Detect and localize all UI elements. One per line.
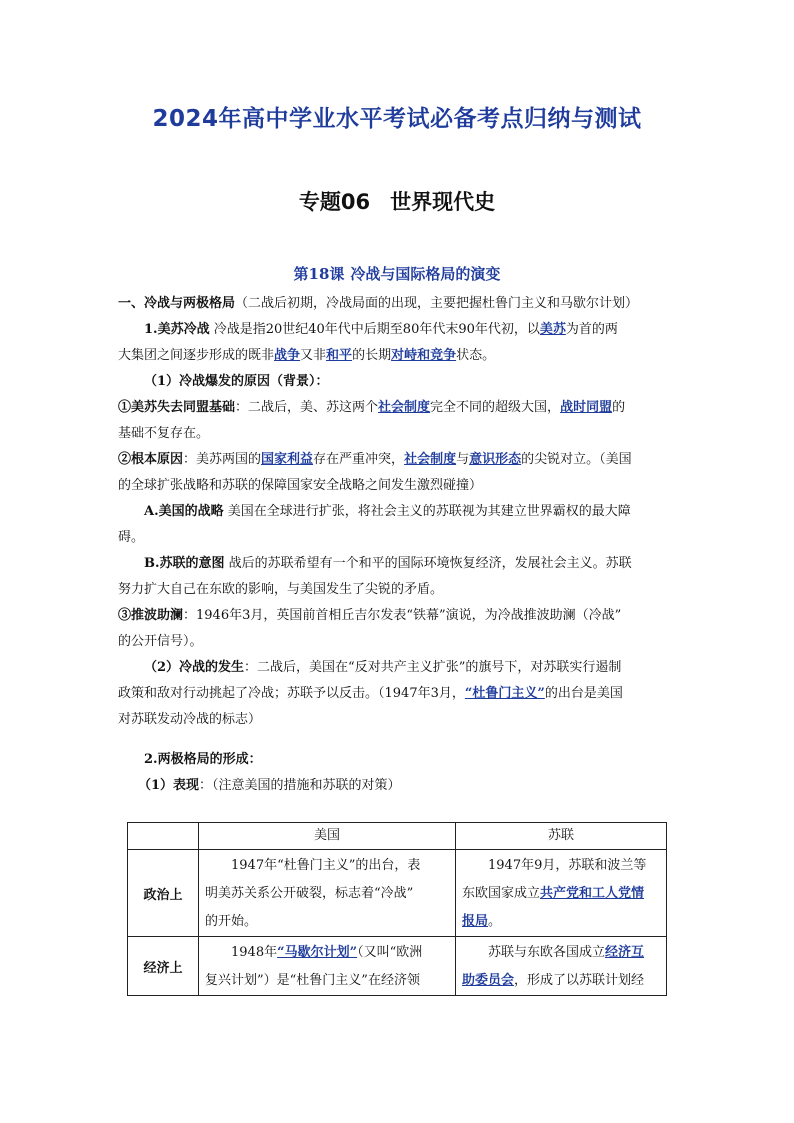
keyword: 战争 [274,348,301,363]
paragraph-line: ②根本原因：美苏两国的国家利益存在严重冲突，社会制度与意识形态的尖锐对立。（美国 [118,452,632,467]
document-title: 2024年高中学业水平考试必备考点归纳与测试 [152,106,642,132]
topic-name: 世界现代史 [390,190,496,214]
keyword: 对峙和竞争 [391,348,457,363]
keyword: 美苏 [539,322,566,337]
paragraph-line: 碍。 [118,530,145,545]
keyword: 经济互 [605,945,645,960]
cell-us-economic: 1948年“马歇尔计划”（又叫“欧洲 复兴计划”）是“杜鲁门主义”在经济领 [199,937,456,996]
paragraph-line: 对苏联发动冷战的标志） [118,712,262,727]
comparison-table [127,822,667,996]
cell-us-political: 1947年“杜鲁门主义”的出台，表 明美苏关系公开破裂，标志着“冷战” 的开始。 [199,850,456,937]
subheading-bipolar: 2.两极格局的形成： [144,752,262,767]
paragraph-line: A.美国的战略 美国在全球进行扩张，将社会主义的苏联视为其建立世界霸权的最大障 [144,504,631,519]
keyword: 国家利益 [261,452,314,467]
keyword: 社会制度 [378,400,431,415]
row-header-political: 政治上 [128,850,199,937]
lesson-number: 第18课 [293,265,345,283]
cell-su-economic: 苏联与东欧各国成立经济互 助委员会，形成了以苏联计划经 [456,937,667,996]
paragraph-line: 基础不复存在。 [118,426,210,441]
keyword: 助委员会 [462,973,515,988]
paragraph-line: 的全球扩张战略和苏联的保障国家安全战略之间发生激烈碰撞） [118,478,483,493]
column-header-us: 美国 [199,823,456,850]
paragraph-line: 1.美苏冷战 冷战是指20世纪40年代中后期至80年代末90年代初，以美苏为首的两 [144,322,618,337]
subheading-cause: （1）冷战爆发的原因（背景）： [144,374,329,389]
topic-number: 专题06 [298,190,371,214]
paragraph-line: ①美苏失去同盟基础：二战后，美、苏这两个社会制度完全不同的超级大国，战时同盟的 [118,400,626,415]
paragraph-line: 的公开信号）。 [118,634,203,649]
keyword: 战时同盟 [560,400,613,415]
paragraph-line: 政策和敌对行动挑起了冷战；苏联予以反击。（1947年3月，“杜鲁门主义”的出台是美国 [118,686,623,701]
section-heading: 一、冷战与两极格局（二战后初期，冷战局面的出现，主要把握杜鲁门主义和马歇尔计划） [118,296,639,311]
column-header-su: 苏联 [456,823,667,850]
paragraph-line: 大集团之间逐步形成的既非战争又非和平的长期对峙和竞争状态。 [118,348,496,363]
table-corner-cell [128,823,199,850]
paragraph-line: 努力扩大自己在东欧的影响，与美国发生了尖锐的矛盾。 [118,582,444,597]
lesson-title [0,263,794,284]
keyword: 和平 [326,348,353,363]
table-row [128,937,667,996]
topic-title [0,186,794,216]
paragraph-line: B.苏联的意图 战后的苏联希望有一个和平的国际环境恢复经济，发展社会主义。苏联 [144,556,632,571]
lesson-content [118,291,670,799]
cell-su-political: 1947年9月，苏联和波兰等 东欧国家成立共产党和工人党情 报局。 [456,850,667,937]
table-row [128,850,667,937]
keyword: 意识形态 [469,452,522,467]
paragraph-line: ③推波助澜：1946年3月，英国前首相丘吉尔发表“铁幕”演说，为冷战推波助澜（冷战” [118,608,622,623]
keyword: “杜鲁门主义” [464,686,545,701]
table-header-row [128,823,667,850]
keyword: “马歇尔计划” [277,945,358,960]
lesson-name: 冷战与国际格局的演变 [350,265,501,283]
keyword: 报局 [462,914,489,929]
keyword: 社会制度 [404,452,457,467]
row-header-economic: 经济上 [128,937,199,996]
subheading-manifestation: （1）表现：（注意美国的措施和苏联的对策） [138,778,401,793]
paragraph-line: （2）冷战的发生：二战后，美国在“反对共产主义扩张”的旗号下，对苏联实行遏制 [144,660,622,675]
keyword: 共产党和工人党情 [540,886,645,901]
